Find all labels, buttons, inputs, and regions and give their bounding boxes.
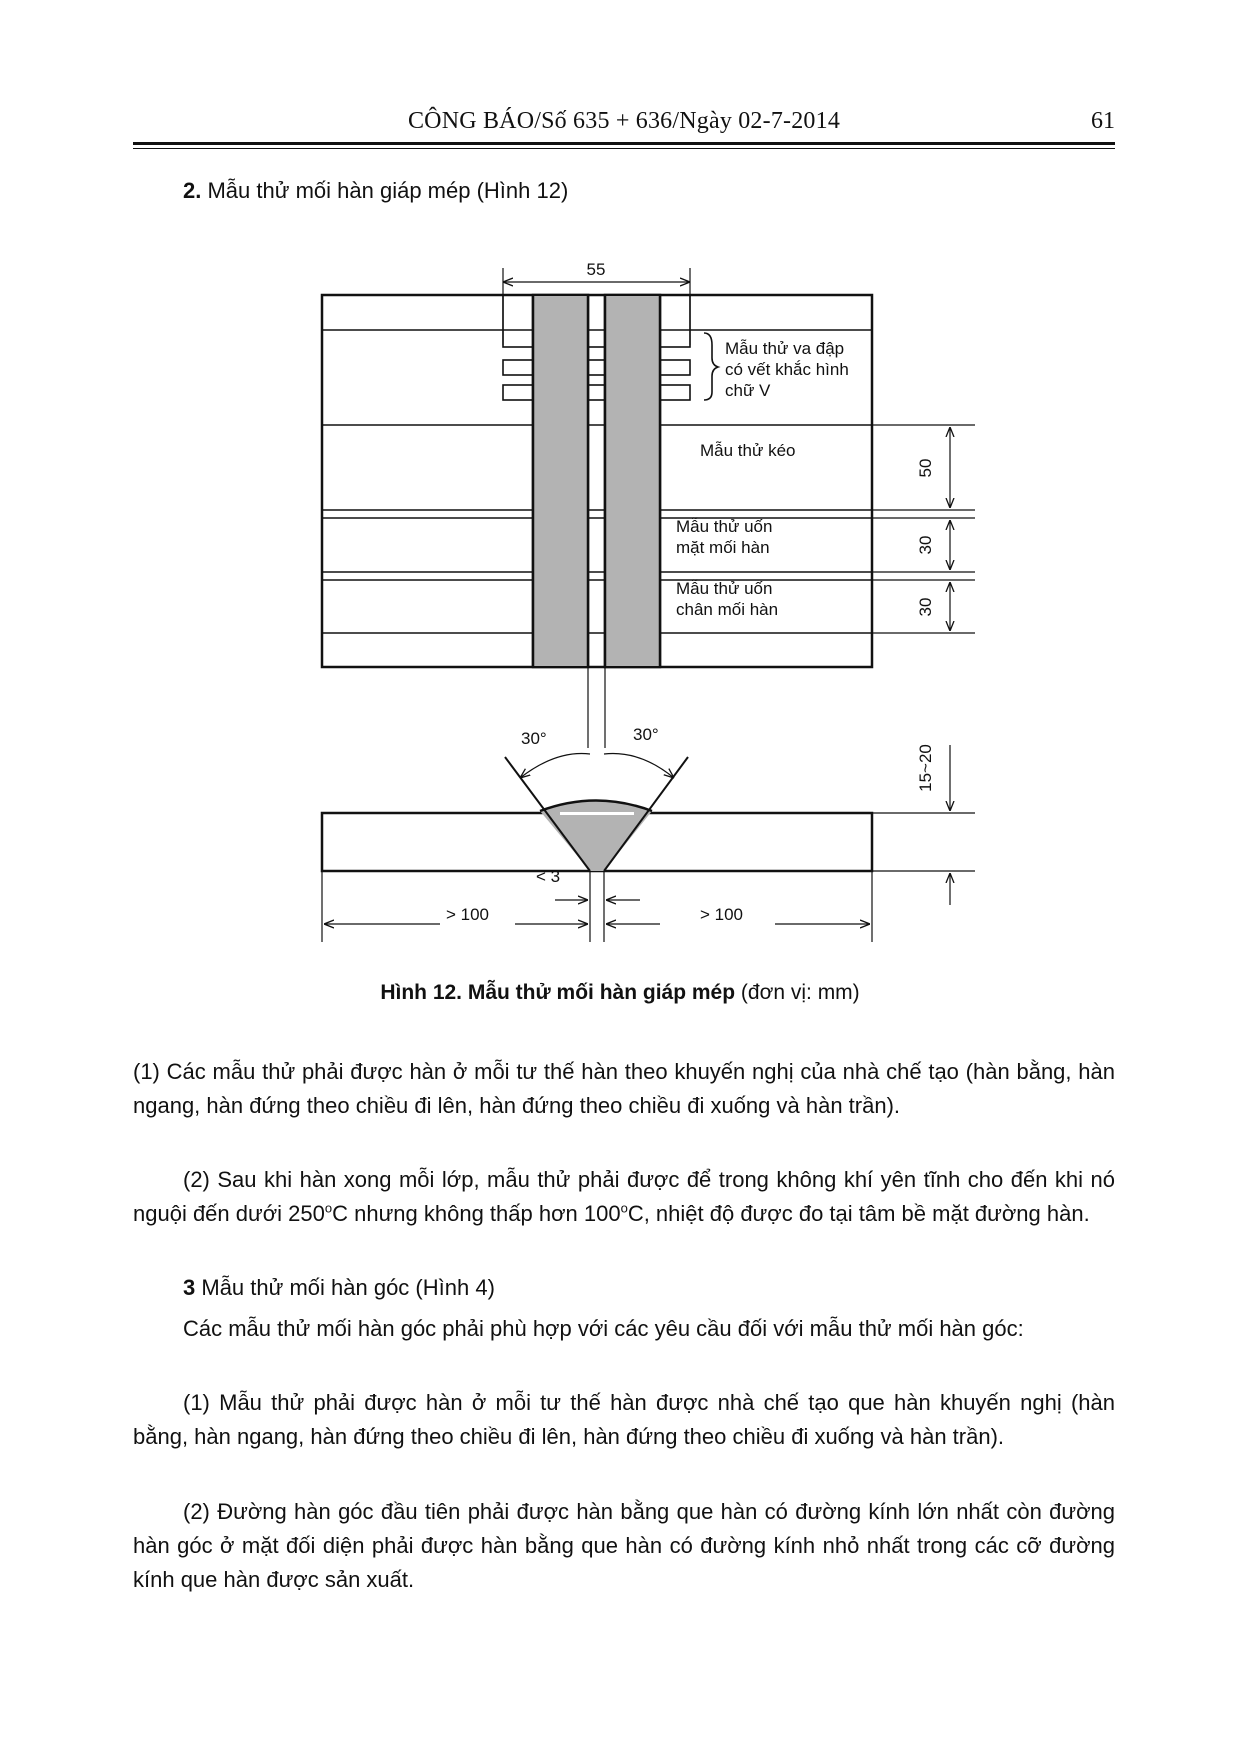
section-2-title: Mẫu thử mối hàn giáp mép (Hình 12) <box>207 178 569 203</box>
label-impact-3: chữ V <box>725 381 771 400</box>
label-bend-root-1: Mẫu thử uốn <box>676 579 773 598</box>
dim-30a-label: 30 <box>916 535 935 555</box>
label-tensile: Mẫu thử kéo <box>700 441 796 460</box>
label-impact-1: Mẫu thử va đập <box>725 339 845 358</box>
weld-fill-left <box>533 296 588 666</box>
paragraph-2-sup-1: o <box>324 1200 333 1216</box>
dim-55-label: 55 <box>586 260 606 279</box>
plate-line-break <box>560 812 634 815</box>
dim-50-label: 50 <box>916 458 935 478</box>
paragraph-3-text: Các mẫu thử mối hàn góc phải phù hợp với các yêu cầu đối với mẫu thử mối hàn góc: <box>183 1316 1024 1341</box>
v-groove-weld-fill <box>540 801 652 872</box>
section-2-number: 2. <box>183 178 202 203</box>
dim-right-label: > 100 <box>700 905 744 924</box>
caption-bold: Hình 12. Mẫu thử mối hàn giáp mép <box>380 981 736 1004</box>
angle-arc-right <box>604 754 674 779</box>
label-bend-root-2: chân mối hàn <box>676 600 779 619</box>
dim-left-label: > 100 <box>446 905 490 924</box>
paragraph-5-text: (2) Đường hàn góc đầu tiên phải được hàn bằng que hàn có đường kính lớn nhất còn đường hàn góc ở mặt đối diện phải được hàn bằng que hàn có đường kính nhỏ nhất trong các cỡ đường kính que hàn được sản xuất. <box>133 1499 1115 1592</box>
label-impact-2: có vết khắc hình <box>725 360 849 379</box>
paragraph-3 <box>133 1312 1115 1346</box>
paragraph-1 <box>133 1055 1115 1123</box>
paragraph-2 <box>133 1163 1115 1231</box>
gazette-title: CÔNG BÁO/Số 635 + 636/Ngày 02-7-2014 <box>407 108 841 134</box>
paragraph-1-text: (1) Các mẫu thử phải được hàn ở mỗi tư thế hàn theo khuyến nghị của nhà chế tạo (hàn bằng, hàn ngang, hàn đứng theo chiều đi lên, hàn đứng theo chiều đi xuống và hàn trần). <box>133 1059 1115 1118</box>
section-3-number: 3 <box>183 1275 196 1300</box>
paragraph-5 <box>133 1495 1115 1597</box>
angle-arc-left <box>520 754 590 779</box>
angle-left-label: 30° <box>521 729 547 748</box>
paragraph-2-text-c: C, nhiệt độ được đo tại tâm bề mặt đường hàn. <box>627 1201 1090 1226</box>
section-3-heading <box>133 1271 1115 1305</box>
dim-gap-label: < 3 <box>536 867 561 886</box>
dim-30b-label: 30 <box>916 597 935 617</box>
angle-right-label: 30° <box>633 725 659 744</box>
impact-specimens <box>503 295 690 400</box>
impact-brace <box>704 333 718 400</box>
paragraph-2-text-b: C nhưng không thấp hơn 100 <box>332 1201 621 1226</box>
figure-caption <box>0 981 1240 1005</box>
caption-unit: (đơn vị: mm) <box>735 981 860 1004</box>
dim-15-20-label: 15~20 <box>916 744 935 792</box>
paragraph-2-sup-2: o <box>620 1200 628 1216</box>
weld-fill-right <box>605 296 660 666</box>
page-number: 61 <box>1091 108 1115 134</box>
paragraph-2-text-a: (2) Sau khi hàn xong mỗi lớp, mẫu thử phải được để trong không khí yên tĩnh cho đến khi nó nguội đến dưới 250 <box>133 1167 1115 1226</box>
label-bend-face-2: mặt mối hàn <box>676 538 770 557</box>
label-bend-face-1: Mẫu thử uốn <box>676 517 773 536</box>
paragraph-4 <box>133 1386 1115 1454</box>
paragraph-4-text: (1) Mẫu thử phải được hàn ở mỗi tư thế hàn được nhà chế tạo que hàn khuyến nghị (hàn bằng, hàn ngang, hàn đứng theo chiều đi lên, hàn đứng theo chiều đi xuống và hàn trần). <box>133 1390 1115 1449</box>
section-3-title: Mẫu thử mối hàn góc (Hình 4) <box>195 1275 495 1300</box>
